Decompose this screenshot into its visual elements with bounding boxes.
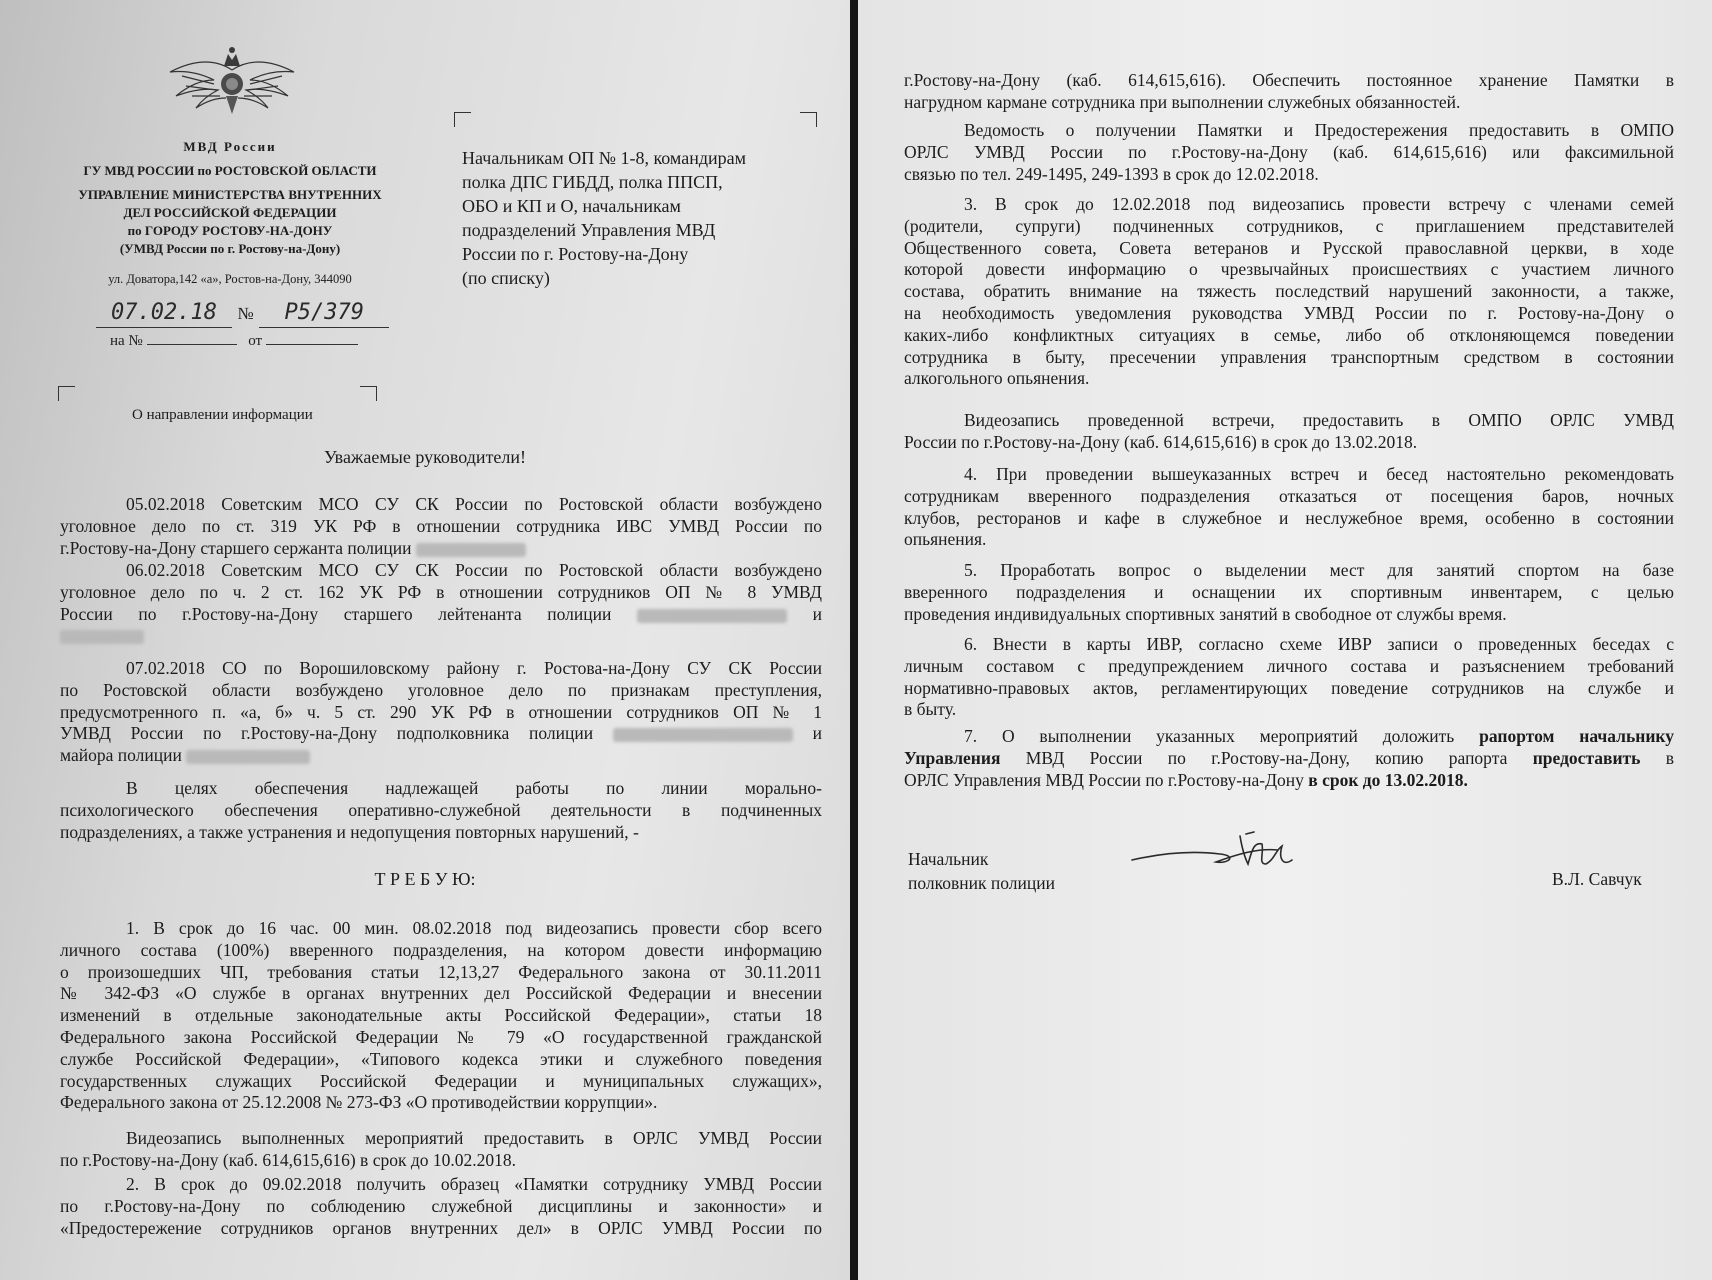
item-4: 4. При проведении вышеуказанных встреч и бесед настоятельно рекомендовать сотрудникам вверенного подразделения отказаться от посещения баров, ночных клубов, ресторанов и кафе в служебное и неслужебное время, особенно в состоянии опьянения. bbox=[904, 464, 1674, 550]
eagle-emblem-icon bbox=[162, 40, 302, 120]
gu-name: ГУ МВД РОССИИ по РОСТОВСКОЙ ОБЛАСТИ bbox=[83, 163, 377, 178]
umvd-line-2: ДЕЛ РОССИЙСКОЙ ФЕДЕРАЦИИ bbox=[123, 205, 337, 220]
item-3: 3. В срок до 12.02.2018 под видеозапись провести встречу с членами семей (родители, супруги) подчиненных сотрудников, с приглашением представителей Общественного совета, Совета ветеранов и Русской православной церкви, в ходе которой довести информацию о чрезвычайных происшествиях с участием личного состава, обратить внимание на тяжесть последствий нарушений законности, а также, на необходимость уведомления руководства УМВД России по г. Ростову-на-Дону о каких-либо конфликтных ситуациях в семье, либо об отклоняющемся поведении сотрудника в быту, пресечении управления транспортным средством в состоянии алкогольного опьянения. bbox=[904, 194, 1674, 389]
redacted-name bbox=[637, 609, 787, 623]
paragraph-3: 07.02.2018 СО по Ворошиловскому району г. Ростова-на-Дону СУ СК России по Ростовской области возбуждено уголовное дело по признакам преступления, предусмотренного п. «а, б» ч. 5 ст. 290 УК РФ в отношении сотрудников ОП № 1 УМВД России по г.Ростову-на-Дону подполковника полиции и майора полиции bbox=[60, 658, 823, 766]
handwritten-signature bbox=[1128, 820, 1308, 880]
item-2: 2. В срок до 09.02.2018 получить образец «Памятки сотруднику УМВД России по г.Ростову-на-Дону по соблюдению служебной дисциплины и законности» и «Предостережение сотрудников органов внутренних дел» в ОРЛС УМВД России по bbox=[60, 1174, 822, 1238]
paragraph-2: 06.02.2018 Советским МСО СУ СК России по Ростовской области возбуждено уголовное дело по ч. 2 ст. 162 УК РФ в отношении сотрудников ОП № 8 УМВД России по г.Ростову-на-Дону старшего лейтенанта полиции и bbox=[60, 560, 822, 647]
redacted-name bbox=[60, 630, 144, 644]
number-sign: № bbox=[237, 304, 254, 323]
umvd-line-1: УПРАВЛЕНИЕ МИНИСТЕРСТВА ВНУТРЕННИХ bbox=[78, 187, 382, 202]
ref-line bbox=[110, 330, 358, 352]
signatory-title-1: Начальник bbox=[908, 849, 989, 869]
salutation: Уважаемые руководители! bbox=[323, 447, 527, 467]
addressee-line: России по г. Ростову-на-Дону bbox=[462, 244, 689, 264]
video-paragraph-1: Видеозапись выполненных мероприятий предоставить в ОРЛС УМВД России по г.Ростову-на-Дону (каб. 614,615,616) в срок до 10.02.2018. bbox=[60, 1128, 822, 1170]
paragraph-4: В целях обеспечения надлежащей работы по линии морально- психологического обеспечения оперативно-служебной деятельности в подчиненных подразделениях, а также устранения и недопущения повторных нарушений, - bbox=[60, 778, 822, 842]
item-7: 7. О выполнении указанных мероприятий доложить рапортом начальнику Управления МВД России по г.Ростову-на-Дону, копию рапорта предоставить в ОРЛС Управления МВД России по г.Ростову-на-Дону в срок до 13.02.2018. bbox=[904, 726, 1675, 790]
item-6: 6. Внести в карты ИВР, согласно схеме ИВР записи о проведенных беседах с личным составом с предупреждением личного состава и разъяснением требований нормативно-правовых актов, регламентирующих поведение сотрудников на службе и в быту. bbox=[904, 634, 1674, 720]
addressee-block bbox=[462, 146, 746, 290]
ref-label: на № bbox=[110, 333, 143, 349]
paragraph-1: 05.02.2018 Советским МСО СУ СК России по Ростовской области возбуждено уголовное дело по ст. 319 УК РФ в отношении сотрудника ИВС УМВД России по г.Ростову-на-Дону старшего сержанта полиции bbox=[60, 494, 822, 558]
redacted-name bbox=[416, 543, 526, 557]
redacted-name bbox=[186, 750, 310, 764]
item-1: 1. В срок до 16 час. 00 мин. 08.02.2018 под видеозапись провести сбор всего личного состава (100%) вверенного подразделения, на котором довести информацию о произошедших ЧП, требования статьи 12,13,27 Федерального закона от 30.11.2011 № 342-ФЗ «О службе в органах внутренних дел Российской Федерации и внесении изменений в отдельные законодательные акты Российской Федерации», статьи 18 Федерального закона Российской Федерации № 79 «О государственной гражданской службе Российской Федерации», «Типового кодекса этики и служебного поведения государственных служащих Российской Федерации и муниципальных служащих», Федерального закона от 25.12.2008 № 273-ФЗ «О противодействии коррупции». bbox=[60, 918, 822, 1113]
video-paragraph-2: Видеозапись проведенной встречи, предоставить в ОМПО ОРЛС УМВД России по г.Ростову-на-Дону (каб. 614,615,616) в срок до 13.02.2018. bbox=[904, 410, 1674, 452]
addressee-line: подразделений Управления МВД bbox=[462, 220, 716, 240]
reg-number-handwritten: Р5/379 bbox=[259, 299, 389, 328]
document-page-2 bbox=[858, 0, 1712, 1280]
item-2-continued: г.Ростову-на-Дону (каб. 614,615,616). Обеспечить постоянное хранение Памятки в нагрудном кармане сотрудника при выполнении служебных обязанностей. bbox=[904, 70, 1674, 112]
date-handwritten: 07.02.18 bbox=[96, 299, 232, 328]
addressee-line: полка ДПС ГИБДД, полка ППСП, bbox=[462, 172, 723, 192]
ref-from: от bbox=[248, 333, 263, 349]
address: ул. Доватора,142 «а», Ростов-на-Дону, 344090 bbox=[108, 272, 352, 286]
addressee-line: (по списку) bbox=[462, 268, 550, 288]
subject: О направлении информации bbox=[132, 407, 313, 423]
umvd-line-4: (УМВД России по г. Ростову-на-Дону) bbox=[119, 241, 341, 256]
redacted-name bbox=[613, 728, 793, 742]
ministry-name: МВД России bbox=[183, 139, 277, 154]
signatory-title-2: полковник полиции bbox=[908, 873, 1055, 893]
document-page-1 bbox=[0, 0, 850, 1280]
addressee-line: ОБО и КП и О, начальникам bbox=[462, 196, 681, 216]
umvd-line-3: по ГОРОДУ РОСТОВУ-НА-ДОНУ bbox=[127, 223, 333, 238]
item-5: 5. Проработать вопрос о выделении мест для занятий спортом на базе вверенного подразделения и оснащении их спортивным инвентарем, с целью проведения индивидуальных спортивных занятий в свободное от службы время. bbox=[904, 560, 1674, 624]
reg-line bbox=[96, 298, 389, 328]
vedomost-paragraph: Ведомость о получении Памятки и Предостережения предоставить в ОМПО ОРЛС УМВД России по г.Ростову-на-Дону (каб. 614,615,616) или факсимильной связью по тел. 249-1495, 249-1393 в срок до 12.02.2018. bbox=[904, 120, 1674, 184]
addressee-line: Начальникам ОП № 1-8, командирам bbox=[462, 148, 746, 168]
signatory-name: В.Л. Савчук bbox=[1552, 869, 1642, 889]
demand-heading: Т Р Е Б У Ю: bbox=[374, 869, 476, 889]
